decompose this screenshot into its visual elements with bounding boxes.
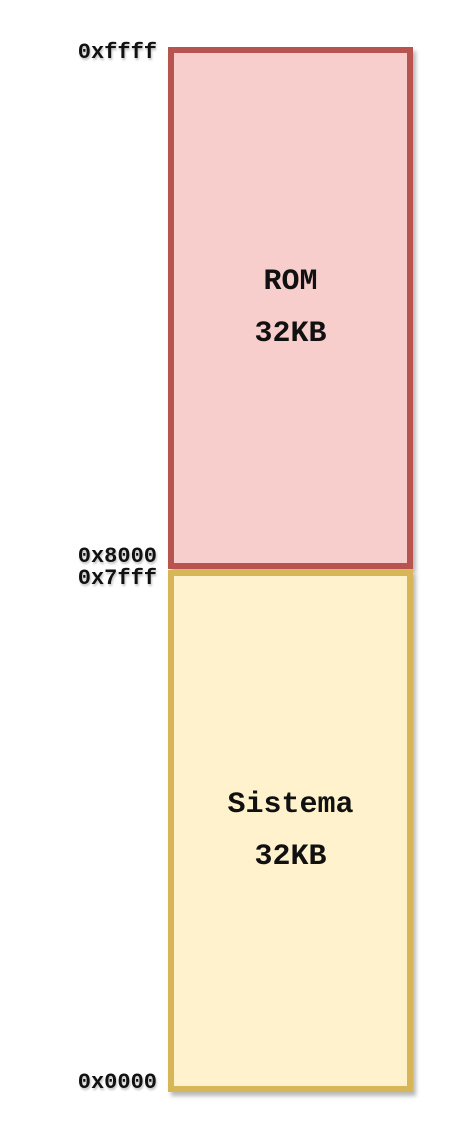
address-label-0000: 0x0000 — [77, 1070, 157, 1095]
sistema-block — [168, 570, 413, 1092]
sistema-block-name: Sistema — [227, 788, 354, 822]
address-label-8000: 0x8000 — [77, 544, 157, 569]
address-label-7fff: 0x7fff — [77, 566, 157, 591]
sistema-block-size: 32KB — [254, 840, 327, 874]
rom-block — [168, 47, 413, 569]
address-label-ffff: 0xffff — [77, 40, 157, 65]
rom-block-size: 32KB — [254, 317, 327, 351]
rom-block-name: ROM — [263, 265, 318, 299]
